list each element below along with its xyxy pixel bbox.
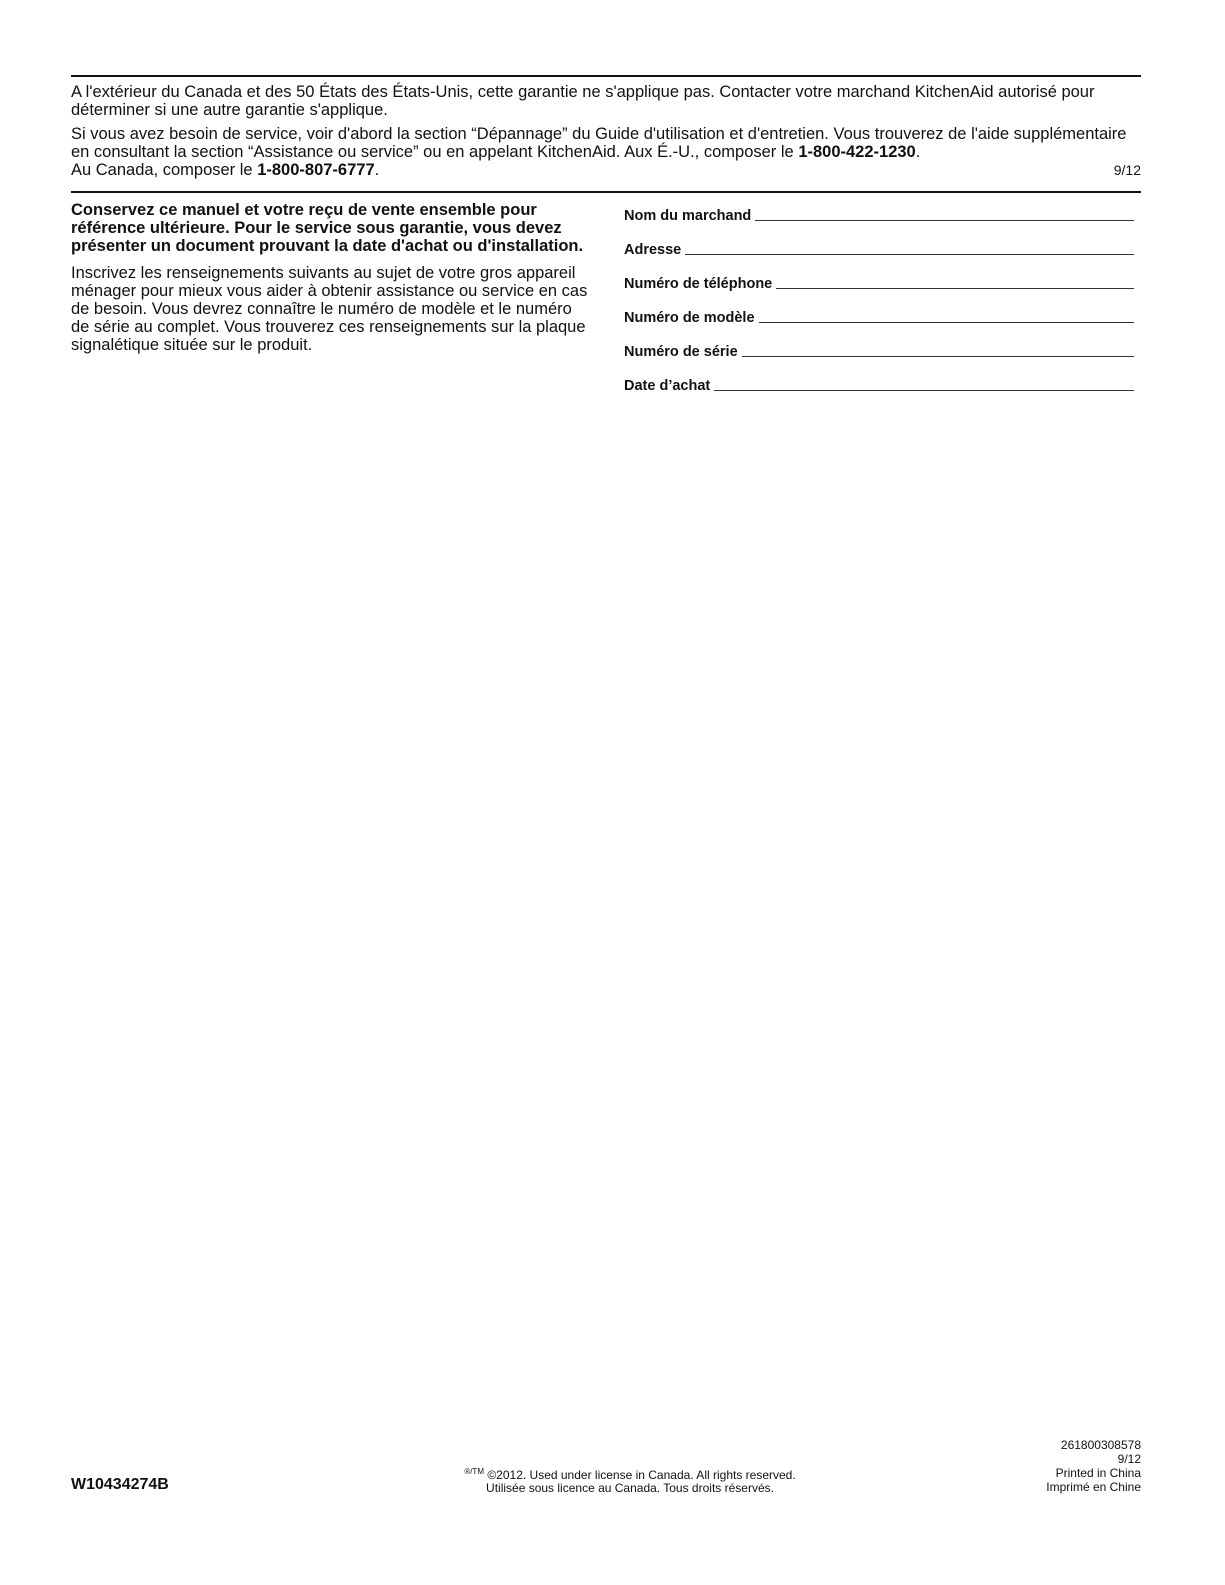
- print-info-block: [1046, 1438, 1141, 1494]
- address-line: [685, 253, 1134, 255]
- model-label: Numéro de modèle: [624, 310, 755, 326]
- service-text: Si vous avez besoin de service, voir d'abord la section “Dépannage” du Guide d'utilisation et d'entretien. Vous trouverez de l'aide supplémentaire en consultant la section “Assistance ou service” ou en appelant KitchenAid. Aux É.-U., composer le: [71, 125, 1127, 161]
- print-date: 9/12: [1117, 1452, 1141, 1466]
- serial-line: [742, 355, 1134, 357]
- middle-rule: [71, 191, 1141, 193]
- part-number: 261800308578: [1060, 1438, 1141, 1452]
- period: .: [915, 143, 921, 161]
- form-row-address: [624, 240, 1134, 258]
- copyright-en: ©2012. Used under license in Canada. All rights reserved.: [487, 1468, 796, 1482]
- keep-notice: Conservez ce manuel et votre reçu de vente ensemble pour référence ultérieure. Pour le service sous garantie, vous devez présenter un document prouvant la date d'achat ou d'installation.: [71, 201, 584, 255]
- copyright-block: [380, 1465, 880, 1495]
- warranty-section: [71, 83, 1141, 179]
- canada-line: [71, 161, 1141, 179]
- record-form: [624, 206, 1134, 410]
- address-label: Adresse: [624, 242, 682, 258]
- copyright-en-line: [380, 1465, 880, 1482]
- model-line: [759, 321, 1134, 323]
- printed-fr: Imprimé en Chine: [1046, 1480, 1141, 1494]
- form-row-model: [624, 308, 1134, 326]
- serial-label: Numéro de série: [624, 344, 738, 360]
- model-number: W10434274B: [71, 1476, 169, 1493]
- trademark-symbols: ®/TM: [464, 1467, 484, 1476]
- dealer-name-line: [755, 219, 1134, 221]
- form-row-serial: [624, 342, 1134, 360]
- canada-text: Au Canada, composer le: [71, 161, 258, 179]
- top-rule: [71, 75, 1141, 77]
- keep-records-section: [71, 201, 591, 354]
- warranty-outside-paragraph: A l'extérieur du Canada et des 50 États des États-Unis, cette garantie ne s'applique pas. Contacter votre marchand KitchenAid autorisé pour déterminer si une autre garantie s'applique.: [71, 83, 1095, 119]
- form-row-purchase-date: [624, 376, 1134, 394]
- purchase-date-line: [714, 389, 1134, 391]
- period: .: [374, 161, 380, 179]
- form-row-phone: [624, 274, 1134, 292]
- canada-phone-line: [71, 161, 379, 179]
- warranty-service-paragraph: [71, 125, 1141, 161]
- form-row-dealer-name: [624, 206, 1134, 224]
- phone-line: [776, 287, 1134, 289]
- purchase-date-label: Date d’achat: [624, 378, 711, 394]
- canada-phone: 1-800-807-6777: [257, 161, 375, 179]
- phone-label: Numéro de téléphone: [624, 276, 773, 292]
- printed-en: Printed in China: [1055, 1466, 1141, 1480]
- record-instructions: Inscrivez les renseignements suivants au sujet de votre gros appareil ménager pour mieux vous aider à obtenir assistance ou service en cas de besoin. Vous devrez connaître le numéro de modèle et le numéro de série au complet. Vous trouverez ces renseignements sur la plaque signalétique située sur le produit.: [71, 264, 588, 354]
- us-phone: 1-800-422-1230: [798, 143, 916, 161]
- date-code: 9/12: [1113, 162, 1141, 178]
- copyright-fr: Utilisée sous licence au Canada. Tous droits réservés.: [486, 1481, 774, 1495]
- dealer-name-label: Nom du marchand: [624, 208, 752, 224]
